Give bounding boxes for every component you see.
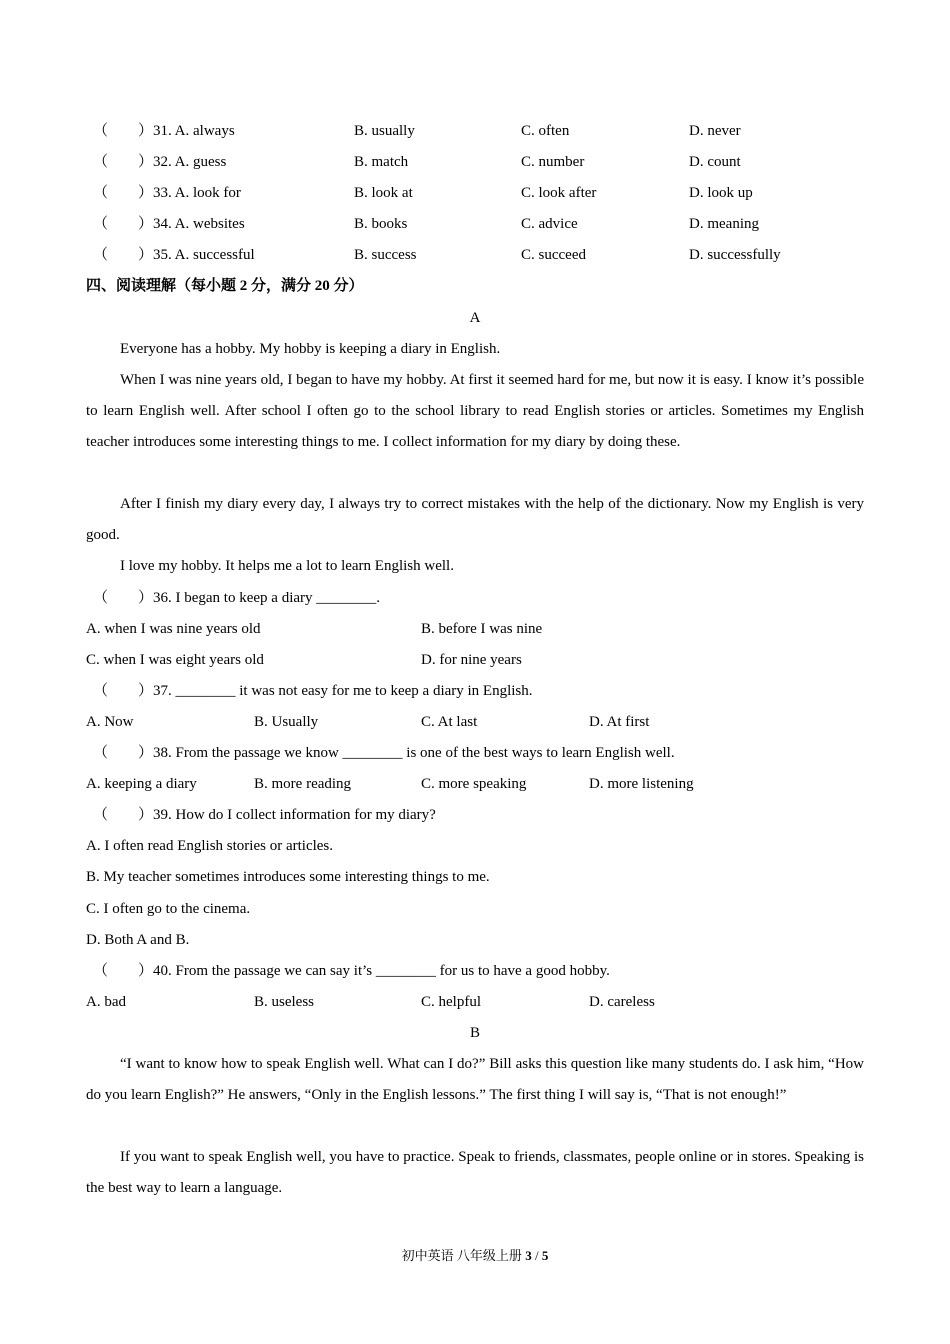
question-text: 40. From the passage we can say it’s ________ for us to have a good hobby. xyxy=(153,963,610,979)
option-d: D. At first xyxy=(589,714,650,730)
option-d: D. never xyxy=(689,123,741,139)
question-text: 38. From the passage we know ________ is one of the best ways to learn English well. xyxy=(153,745,675,761)
footer-title: 初中英语 八年级上册 xyxy=(401,1248,522,1263)
page-number: 3 xyxy=(525,1248,532,1263)
option-a: 33. A. look for xyxy=(153,185,241,201)
question-36 xyxy=(86,588,864,608)
option-d: D. count xyxy=(689,154,741,170)
option-c: C. advice xyxy=(521,216,578,232)
option-d: D. successfully xyxy=(689,247,781,263)
passage-b-paragraph-2: If you want to speak English well, you have to practice. Speak to friends, classmates, people online or in stores. Speaking is the best way to learn a language. xyxy=(86,1149,864,1196)
passage-a-paragraph-2: When I was nine years old, I began to have my hobby. At first it seemed hard for me, but now it is easy. I know it’s possible to learn English well. After school I often go to the school library to read English stories or articles. Sometimes my English teacher introduces some interesting things to me. I collect information for my diary by doing these. xyxy=(86,372,864,450)
cloze-row-34 xyxy=(86,214,864,234)
cloze-row-33 xyxy=(86,183,864,203)
option-b: B. match xyxy=(354,154,409,170)
option-b: B. My teacher sometimes introduces some interesting things to me. xyxy=(86,869,490,885)
option-c: C. I often go to the cinema. xyxy=(86,901,251,917)
option-c: C. helpful xyxy=(421,994,481,1010)
answer-bracket-close: ） xyxy=(138,216,154,232)
passage-b-paragraph-1: “I want to know how to speak English well. What can I do?” Bill asks this question like many students do. I ask him, “How do you learn English?” He answers, “Only in the English lessons.” The first thing I will say is, “That is not enough!” xyxy=(86,1056,864,1103)
answer-bracket-close: ） xyxy=(138,683,154,699)
cloze-row-35 xyxy=(86,245,864,265)
answer-bracket-open: （ xyxy=(93,963,109,979)
question-text: 39. How do I collect information for my diary? xyxy=(153,807,436,823)
option-b: B. usually xyxy=(354,123,415,139)
option-b: B. Usually xyxy=(254,714,319,730)
answer-bracket-close: ） xyxy=(138,807,154,823)
option-c: C. more speaking xyxy=(421,776,527,792)
cloze-row-32 xyxy=(86,152,864,172)
option-a: A. when I was nine years old xyxy=(86,621,261,637)
question-40 xyxy=(86,961,864,981)
passage-a-paragraph-1: Everyone has a hobby. My hobby is keeping a diary in English. xyxy=(120,341,501,357)
answer-bracket-open: （ xyxy=(93,247,109,263)
option-b: B. more reading xyxy=(254,776,352,792)
option-a: A. bad xyxy=(86,994,126,1010)
option-b: B. useless xyxy=(254,994,314,1010)
answer-bracket-open: （ xyxy=(93,154,109,170)
section-heading: 四、阅读理解（每小题 2 分，满分 20 分） xyxy=(86,278,364,294)
option-b: B. before I was nine xyxy=(421,621,543,637)
option-c: C. number xyxy=(521,154,585,170)
answer-bracket-close: ） xyxy=(138,590,154,606)
question-text: 36. I began to keep a diary ________. xyxy=(153,590,381,606)
question-38 xyxy=(86,743,864,763)
option-b: B. success xyxy=(354,247,417,263)
question-36-options-row-1 xyxy=(86,619,864,639)
option-c: C. when I was eight years old xyxy=(86,652,264,668)
page-separator: / xyxy=(534,1248,539,1263)
question-40-options xyxy=(86,992,864,1012)
page-footer xyxy=(0,1245,950,1264)
passage-a-label: A xyxy=(469,310,481,326)
option-a: A. I often read English stories or articles. xyxy=(86,838,334,854)
option-c: C. succeed xyxy=(521,247,586,263)
question-38-options xyxy=(86,774,864,794)
option-d: D. for nine years xyxy=(421,652,522,668)
question-36-options-row-2 xyxy=(86,650,864,670)
answer-bracket-open: （ xyxy=(93,745,109,761)
question-37-options xyxy=(86,712,864,732)
question-37 xyxy=(86,681,864,701)
passage-a-paragraph-3: After I finish my diary every day, I always try to correct mistakes with the help of the dictionary. Now my English is very good. xyxy=(86,496,864,543)
option-a: 35. A. successful xyxy=(153,247,255,263)
option-c: C. often xyxy=(521,123,570,139)
option-c: C. look after xyxy=(521,185,597,201)
answer-bracket-close: ） xyxy=(138,963,154,979)
passage-a-paragraph-4: I love my hobby. It helps me a lot to learn English well. xyxy=(120,558,454,574)
option-d: D. more listening xyxy=(589,776,694,792)
option-a: A. Now xyxy=(86,714,134,730)
answer-bracket-open: （ xyxy=(93,123,109,139)
option-a: A. keeping a diary xyxy=(86,776,197,792)
answer-bracket-close: ） xyxy=(138,123,154,139)
option-d: D. look up xyxy=(689,185,753,201)
option-a: 34. A. websites xyxy=(153,216,245,232)
option-d: D. Both A and B. xyxy=(86,932,190,948)
answer-bracket-close: ） xyxy=(138,745,154,761)
answer-bracket-close: ） xyxy=(138,247,154,263)
option-a: 32. A. guess xyxy=(153,154,227,170)
answer-bracket-open: （ xyxy=(93,683,109,699)
answer-bracket-open: （ xyxy=(93,590,109,606)
answer-bracket-open: （ xyxy=(93,216,109,232)
option-c: C. At last xyxy=(421,714,478,730)
answer-bracket-open: （ xyxy=(93,807,109,823)
option-b: B. books xyxy=(354,216,408,232)
option-a: 31. A. always xyxy=(153,123,235,139)
answer-bracket-open: （ xyxy=(93,185,109,201)
question-39 xyxy=(86,805,864,825)
option-b: B. look at xyxy=(354,185,413,201)
page-total: 5 xyxy=(541,1248,549,1263)
answer-bracket-close: ） xyxy=(138,154,154,170)
option-d: D. meaning xyxy=(689,216,759,232)
option-d: D. careless xyxy=(589,994,655,1010)
cloze-row-31 xyxy=(86,121,864,141)
question-text: 37. ________ it was not easy for me to keep a diary in English. xyxy=(153,683,533,699)
answer-bracket-close: ） xyxy=(138,185,154,201)
passage-b-label: B xyxy=(469,1025,480,1041)
